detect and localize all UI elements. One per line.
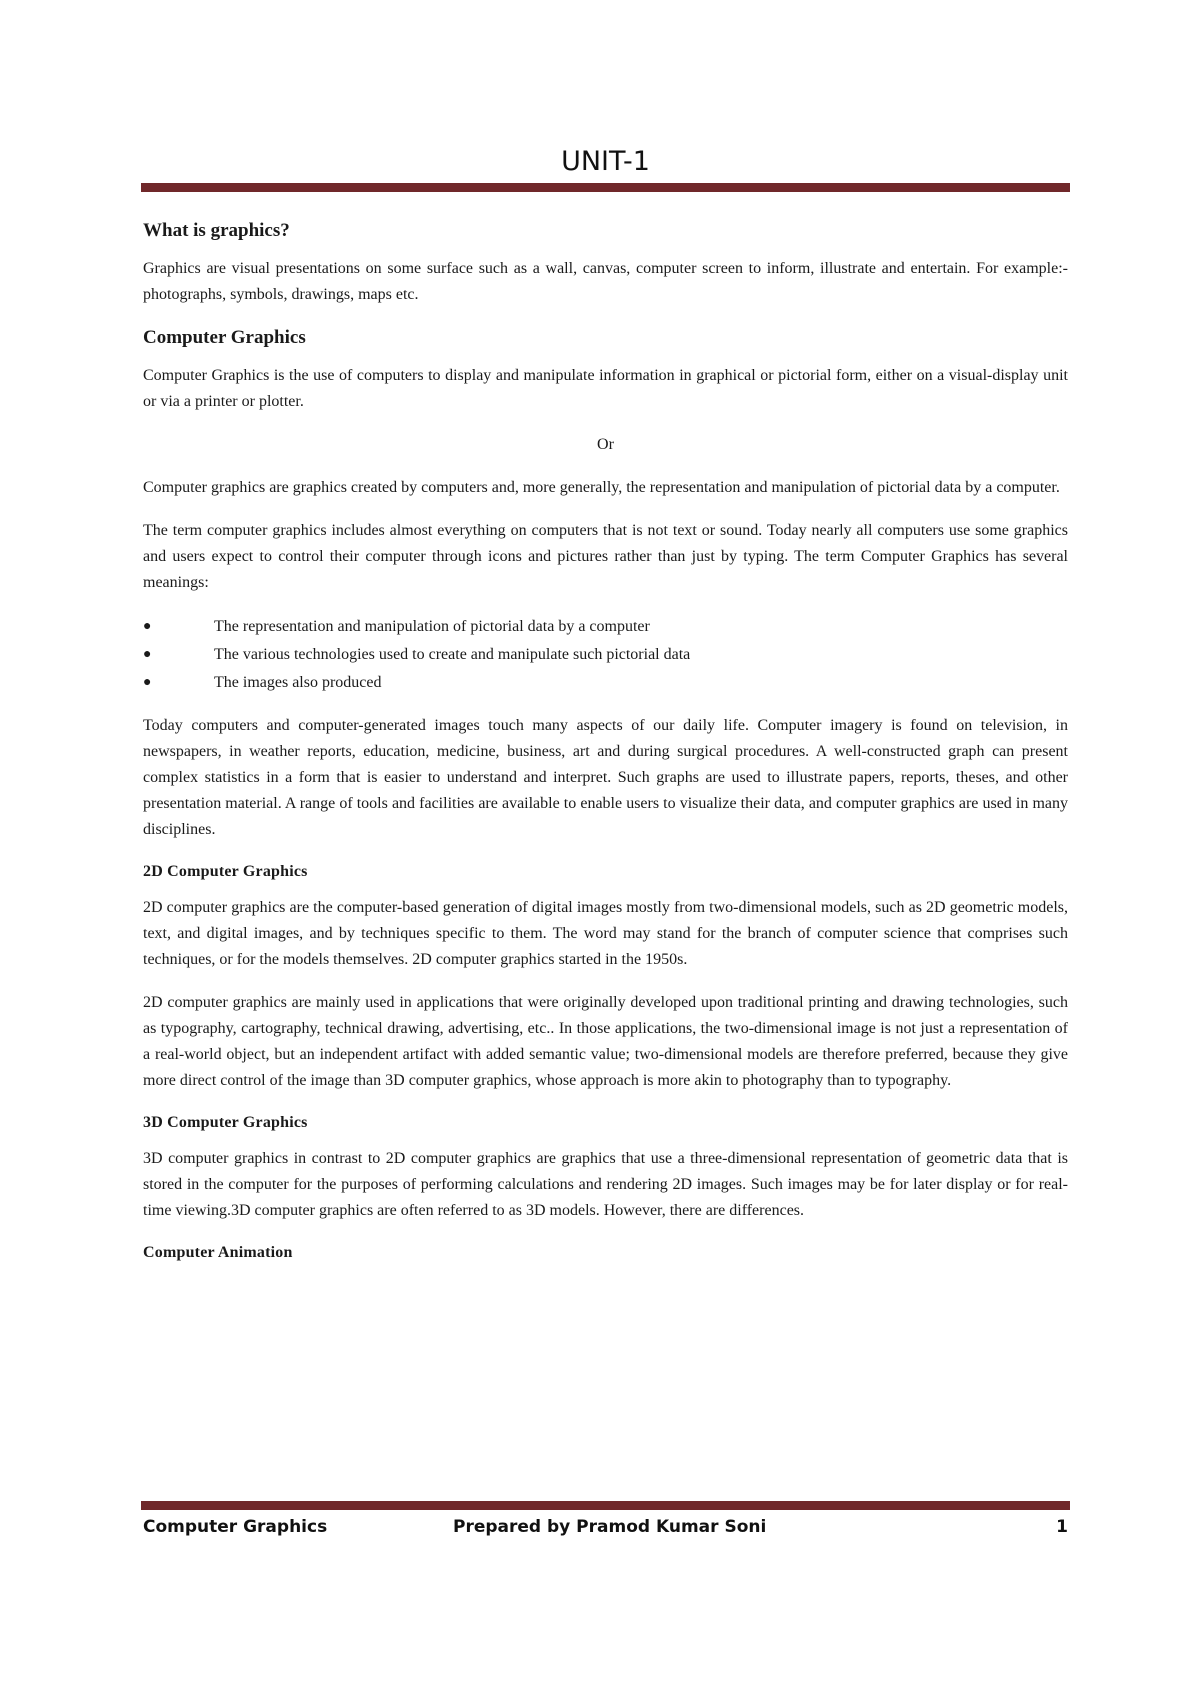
document-page [141,0,1070,1696]
page-footer [143,1517,1068,1545]
list-item [143,669,1068,697]
bullet-icon: ● [143,675,152,690]
paragraph-cg-applications: Today computers and computer-generated images touch many aspects of our daily life. Computer imagery is found on television, in newspapers, in weather reports, education, medicine, business, art and during surgical procedures. A well-constructed graph can present complex statistics in a form that is easier to understand and interpret. Such graphs are used to illustrate papers, reports, theses, and other presentation material. A range of tools and facilities are available to enable users to visualize their data, and computer graphics are used in many disciplines. [143,717,1068,838]
list-item-text: The representation and manipulation of pictorial data by a computer [214,618,650,635]
header-rule [141,183,1070,192]
paragraph-3d-definition: 3D computer graphics in contrast to 2D computer graphics are graphics that use a three-dimensional representation of geometric data that is stored in the computer for the purposes of performing calculations and rendering 2D images. Such images may be for later display or for real-time viewing.3D computer graphics are often referred to as 3D models. However, there are differences. [143,1150,1068,1219]
meanings-list [143,613,1068,697]
paragraph-graphics-definition: Graphics are visual presentations on some surface such as a wall, canvas, computer screen to inform, illustrate and entertain. For example:- photographs, symbols, drawings, maps etc. [143,260,1068,303]
list-item [143,641,1068,669]
heading-3d-graphics: 3D Computer Graphics [143,1114,308,1131]
list-item [143,613,1068,641]
heading-computer-animation: Computer Animation [143,1244,293,1261]
page-number: 1 [1056,1517,1068,1537]
paragraph-2d-definition: 2D computer graphics are the computer-based generation of digital images mostly from two-dimensional models, such as 2D geometric models, text, and digital images, and by techniques specific to them. The word may stand for the branch of computer science that comprises such techniques, or for the models themselves. 2D computer graphics started in the 1950s. [143,899,1068,968]
paragraph-cg-alt-definition: Computer graphics are graphics created by computers and, more generally, the representation and manipulation of pictorial data by a computer. [143,479,1060,496]
paragraph-cg-term: The term computer graphics includes almost everything on computers that is not text or sound. Today nearly all computers use some graphics and users expect to control their computer through icons and pictures rather than just by typing. The term Computer Graphics has several meanings: [143,522,1068,591]
footer-title: Computer Graphics [143,1517,328,1537]
footer-rule [141,1501,1070,1510]
heading-computer-graphics: Computer Graphics [143,327,306,348]
heading-2d-graphics: 2D Computer Graphics [143,863,308,880]
paragraph-2d-applications: 2D computer graphics are mainly used in applications that were originally developed upon traditional printing and drawing technologies, such as typography, cartography, technical drawing, advertising, etc.. In those applications, the two-dimensional image is not just a representation of a real-world object, but an independent artifact with added semantic value; two-dimensional models are therefore preferred, because they give more direct control of the image than 3D computer graphics, whose approach is more akin to photography than to typography. [143,994,1068,1089]
page-content [143,218,1068,1276]
paragraph-cg-definition: Computer Graphics is the use of computers to display and manipulate information in graphical or pictorial form, either on a visual-display unit or via a printer or plotter. [143,367,1068,410]
unit-title: UNIT-1 [561,146,650,177]
list-item-text: The various technologies used to create and manipulate such pictorial data [214,646,691,663]
bullet-icon: ● [143,647,152,662]
or-separator: Or [597,436,614,453]
list-item-text: The images also produced [214,674,382,691]
heading-what-is-graphics: What is graphics? [143,220,290,241]
bullet-icon: ● [143,619,152,634]
footer-author: Prepared by Pramod Kumar Soni [453,1517,767,1537]
